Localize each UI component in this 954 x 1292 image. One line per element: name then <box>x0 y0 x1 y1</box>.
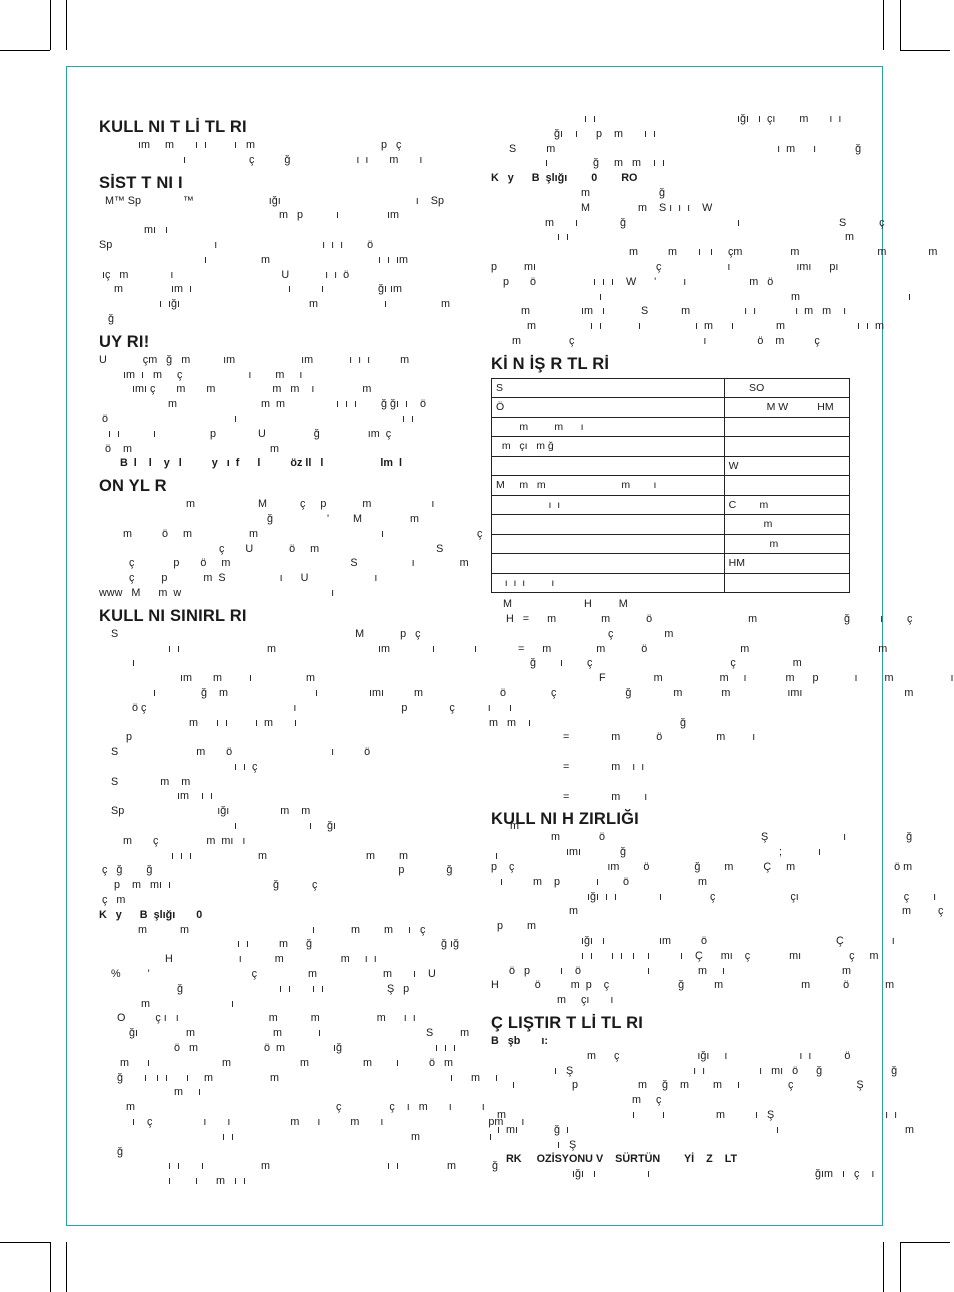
text-line: ğ <box>99 1145 124 1158</box>
text-line: ğı m m ı S m <box>99 1027 470 1040</box>
text-line: p ö ı ı ı W ' ı m ö <box>491 275 774 288</box>
spec-row <box>492 573 850 593</box>
text-line: H = m m ö m ğ ı ç <box>491 613 913 626</box>
text-line: m ım ı ı ı ğı ım <box>99 283 402 296</box>
text-line: ç ğ ğ p ğ <box>99 864 453 877</box>
text-line: m m m ı ı ı ğ ğı ı ö <box>99 398 426 411</box>
text-line: ı ı m ı <box>99 1130 492 1143</box>
text-line: ığı ı ı ı ç çı ç ı <box>491 890 937 903</box>
text-line: ım ı m ç ı m ı <box>99 368 303 381</box>
text-line: ı ğ m ı ımı m <box>99 686 423 699</box>
spec-label-cell: ı ı ı ı <box>492 573 725 593</box>
text-line: ğı ı p m ı ı <box>491 127 656 140</box>
text-line: Sp ığı m m <box>99 805 311 818</box>
text-line: ö ç ğ m m ımı m <box>491 687 914 700</box>
text-line: ım m ı ı ı m p ç <box>99 139 402 151</box>
spec-row <box>492 515 850 535</box>
text-line: p <box>99 731 133 744</box>
spec-value-cell: m <box>724 515 849 535</box>
text-line: mı ı <box>99 224 168 237</box>
text-line: m ım ı S m ı ı ı m m ı <box>491 305 847 318</box>
crop-mark <box>883 0 884 50</box>
spec-value-cell: m <box>724 534 849 554</box>
text-line: RK OZİSYONU V SÜRTÜN Yİ Z LT <box>491 1153 738 1166</box>
text-line: ç m <box>99 894 126 907</box>
text-line: m ö Ş ı ğ <box>491 831 913 844</box>
section-heading: UY RI! <box>99 332 150 351</box>
spec-value-cell <box>724 417 849 437</box>
spec-label-cell: m m ı <box>492 417 725 437</box>
crop-mark <box>66 1242 67 1292</box>
crop-mark <box>0 50 50 51</box>
spec-value-cell <box>724 476 849 496</box>
text-line: S m m <box>99 775 191 788</box>
spec-label-cell <box>492 534 725 554</box>
spec-row <box>492 378 850 398</box>
spec-label-cell: ı ı <box>492 495 725 515</box>
text-line: S M p ç <box>99 627 421 640</box>
section-heading: KULL NI H ZIRLIĞI <box>491 810 639 829</box>
text-line: m ı <box>99 1086 201 1099</box>
text-line: ğ ı ç ç m <box>491 657 802 670</box>
text-line: ımı ğ ; ı <box>491 846 821 859</box>
text-line: M™ Sp ™ ığı ı Sp <box>99 194 444 207</box>
text-line: ı ğ m m ı ı <box>491 157 665 170</box>
text-line: ığı ı ı ğım ı ç ı <box>491 1168 875 1181</box>
text-line: www M m w ı <box>99 586 335 599</box>
text-line: m m ç <box>491 905 944 918</box>
spec-value-cell <box>724 573 849 593</box>
crop-mark <box>900 1242 950 1243</box>
text-line: ı ı ı p U ğ ım ç <box>99 427 392 440</box>
text-line: m ı m m m ı ö m <box>99 1056 453 1069</box>
text-line: ı ç ğ ı ı m ı <box>99 153 423 166</box>
spec-label-cell <box>492 456 725 476</box>
text-line: ı ı ı ı ı ı ı Ç mı ç mı ç m <box>491 949 879 962</box>
text-line: ı <box>491 701 512 714</box>
text-line: ı ı m ı ı <box>99 1175 246 1188</box>
section-heading: Ç LIŞTIR T Lİ TL RI <box>491 1013 643 1032</box>
text-line: m çı ı <box>491 994 614 1007</box>
text-line: m ç m mı ı <box>99 834 246 847</box>
text-line: m ğ <box>491 186 665 199</box>
spec-label-cell <box>492 515 725 535</box>
text-line: = m ı <box>491 790 648 803</box>
text-line: ı ı m ım ı ı <box>99 642 477 655</box>
text-line: O ç ı ı m m m ı ı <box>99 1012 416 1025</box>
text-line: U çm ğ m ım ım ı ı ı m <box>99 353 410 366</box>
text-line: ı ı m ğ ğ ığ <box>99 938 459 951</box>
section-heading: Kİ N İŞ R TL Rİ <box>491 354 610 373</box>
text-line: m m ı m m ı ç <box>99 923 426 936</box>
spec-row <box>492 476 850 496</box>
spec-label-cell: S <box>492 378 725 398</box>
right-column <box>491 112 954 1182</box>
text-line: M m S ı ı ı W <box>491 201 713 214</box>
crop-mark <box>50 1242 51 1292</box>
text-line: ıç m ı U ı ı ö <box>99 268 350 281</box>
text-line: m ç ı ö m ç <box>491 334 820 347</box>
section-heading: KULL NI SINIRL RI <box>99 606 247 625</box>
text-line: ığı ı ım ö Ç ı <box>491 934 895 947</box>
text-line: m ı ğ ı S ç <box>491 216 885 229</box>
spec-label-cell: M m m m ı <box>492 476 725 496</box>
crop-mark <box>0 1242 50 1243</box>
text-line: S m ı m ı ğ <box>491 142 862 155</box>
text-line: m M ç p m ı <box>99 498 435 511</box>
text-line: ı p m ğ m m ı ç Ş <box>491 1079 864 1092</box>
text-line: ç p ö m S ı m <box>99 557 469 570</box>
text-line: % ' ç m m ı U <box>99 968 436 981</box>
text-line: ö m m <box>99 442 279 455</box>
text-line: ı Ş <box>491 1138 577 1151</box>
text-line: ğ <box>491 716 686 729</box>
spec-row <box>492 398 850 418</box>
text-line: ç p m S ı U ı <box>99 572 378 585</box>
text-line: S m ö ı ö <box>99 746 371 759</box>
section-heading: SİST T NI I <box>99 173 183 192</box>
text-line: B l l y l y ı f l öz ll l lm l <box>99 457 402 470</box>
text-line: p mı ç ı ımı pı <box>491 260 839 273</box>
spec-value-cell: W <box>724 456 849 476</box>
text-line: = m ö m ı <box>491 731 756 744</box>
spec-label-cell <box>492 554 725 574</box>
text-line: m ı <box>99 997 234 1010</box>
text-line: F m m ı m p ı m ı <box>491 672 954 685</box>
text-line: ı ı ığı ı çı m ı ı <box>491 113 842 125</box>
spec-row <box>492 534 850 554</box>
text-line: H ı m m ı ı <box>99 953 377 966</box>
spec-value-cell <box>724 437 849 457</box>
text-line: m ç <box>491 1094 662 1107</box>
section-heading: ON YL R <box>99 477 167 496</box>
text-line: ım ı ı <box>99 790 213 803</box>
text-line: ı ı ğı m <box>99 820 519 833</box>
text-line: H ö m p ç ğ m m ö m <box>491 979 895 992</box>
text-line: ö ç ı p ç ı <box>99 701 491 714</box>
spec-row <box>492 554 850 574</box>
spec-value-cell: C m <box>724 495 849 515</box>
text-line: ım m ı m <box>99 672 315 685</box>
text-line: ö p ı ö ı m ı m <box>491 964 851 977</box>
text-line: p m mı ı ğ ç <box>99 879 318 892</box>
text-line: ı mı ğ ı ı m <box>491 1123 914 1136</box>
section-heading: KULL NI T Lİ TL RI <box>99 118 247 136</box>
crop-mark <box>900 0 901 50</box>
crop-mark <box>900 1242 901 1292</box>
text-line: = m m ö m m <box>491 642 888 655</box>
text-line: ı m ı ı ım <box>99 253 408 266</box>
text-line: m ç ığı ı ı ı ö <box>491 1049 851 1062</box>
text-line <box>491 745 851 760</box>
crop-mark <box>50 0 51 50</box>
spec-row <box>492 437 850 457</box>
text-line: m ç ç ı m ı ı <box>99 1101 485 1114</box>
text-line: ğ ı ı ı ı m m ı m ı <box>99 1071 498 1084</box>
crop-mark <box>66 0 67 50</box>
text-line: ö ı ı ı <box>99 412 414 425</box>
spec-row <box>492 456 850 476</box>
text-line: Sp ı ı ı ı ö <box>99 238 374 251</box>
text-line: ı ığı m ı m <box>99 298 450 311</box>
text-line: m ı ı ı m ı m m ı <box>99 716 531 729</box>
crop-mark <box>900 50 950 51</box>
text-line: ı Ş ı ı ı mı ö ğ ğ <box>491 1064 898 1077</box>
text-line: ı ı m <box>491 231 854 244</box>
text-line: M H M <box>491 598 628 611</box>
text-line: ımı ç m m m m ı m <box>99 383 372 396</box>
spec-value-cell: HM <box>724 554 849 574</box>
text-line: ğ ı ı ı ı Ş p <box>99 982 410 995</box>
text-line: = m ı ı <box>491 761 645 774</box>
text-line: p ç ım ö ğ m Ç m ö m <box>491 861 913 873</box>
text-line: m m ı ı çm m m m <box>491 246 938 259</box>
text-line: ı <box>99 657 135 670</box>
text-line: B şb ı: <box>491 1034 548 1047</box>
text-line: ö m ö m ığ ı ı ı <box>99 1042 456 1055</box>
text-line: ı ı ı m m m ı <box>99 849 498 862</box>
text-line: m p ı ım <box>99 209 399 222</box>
spec-table <box>491 378 850 594</box>
text-line: K y B şlığı 0 RO <box>491 172 638 185</box>
spec-label-cell: Ö <box>492 398 725 418</box>
text-line: ç U ö m S <box>99 542 444 555</box>
text-line: m ö m m ı ç <box>99 527 483 540</box>
spec-row <box>492 495 850 515</box>
text-line: ç m <box>491 627 674 640</box>
text-line: ğ <box>99 312 115 325</box>
text-line <box>491 775 851 790</box>
text-line: K y B şlığı 0 <box>99 908 203 921</box>
text-line: ı ı ı m ı ı m ğ <box>99 1160 498 1173</box>
crop-mark <box>883 1242 884 1292</box>
text-line: ı ı ç <box>99 760 258 773</box>
text-line: ı m ı <box>491 290 911 303</box>
text-line: p m <box>491 920 536 933</box>
spec-row <box>492 417 850 437</box>
spec-label-cell: m çı m ğ <box>492 437 725 457</box>
spec-value-cell: SO <box>724 378 849 398</box>
spec-value-cell: M W HM <box>724 398 849 418</box>
text-line: ı m p ı ö m <box>491 875 707 888</box>
text-line: ğ ' M m <box>99 512 420 525</box>
text-line: m ı ı m ı Ş ı ı <box>491 1108 898 1121</box>
text-line: m ı ı ı ı m ı m ı ı m <box>491 320 884 333</box>
text-line: ı ç ı ı m ı m ı pm ı <box>99 1116 525 1129</box>
